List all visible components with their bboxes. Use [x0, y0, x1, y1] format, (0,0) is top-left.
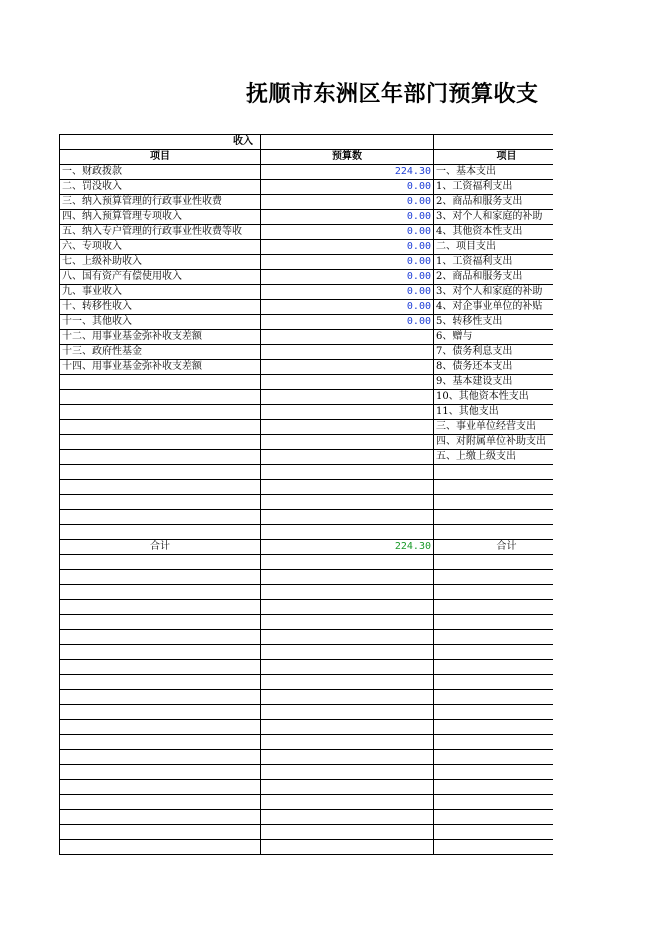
expense-item-cell[interactable]: 2、商品和服务支出	[434, 270, 554, 285]
income-item-cell[interactable]	[60, 420, 261, 435]
table-row	[60, 195, 554, 210]
empty-row	[60, 660, 554, 675]
empty-cell[interactable]	[261, 810, 434, 825]
empty-cell[interactable]	[434, 825, 554, 840]
expense-item-cell[interactable]: 5、转移性支出	[434, 315, 554, 330]
empty-row	[60, 735, 554, 750]
expense-item-cell[interactable]: 7、债务利息支出	[434, 345, 554, 360]
budget-amount-cell[interactable]: 0.00	[261, 210, 434, 225]
empty-cell[interactable]	[261, 840, 434, 855]
empty-cell[interactable]	[60, 525, 261, 540]
table-row	[60, 390, 554, 405]
empty-cell[interactable]	[434, 615, 554, 630]
empty-cell[interactable]	[60, 810, 261, 825]
total-amount-cell[interactable]: 224.30	[261, 540, 434, 555]
empty-cell[interactable]	[261, 750, 434, 765]
empty-cell[interactable]	[261, 705, 434, 720]
empty-cell[interactable]	[60, 465, 261, 480]
empty-row	[60, 555, 554, 570]
empty-cell[interactable]	[434, 750, 554, 765]
empty-row	[60, 780, 554, 795]
total-label-cell[interactable]: 合计	[60, 540, 261, 555]
budget-amount-cell[interactable]: 0.00	[261, 270, 434, 285]
table-row	[60, 225, 554, 240]
empty-cell[interactable]	[434, 780, 554, 795]
empty-cell[interactable]	[434, 690, 554, 705]
expense-header-cell	[434, 135, 554, 150]
table-row	[60, 330, 554, 345]
empty-cell[interactable]	[261, 795, 434, 810]
budget-amount-cell[interactable]: 0.00	[261, 300, 434, 315]
budget-table	[59, 134, 553, 855]
empty-cell[interactable]	[261, 690, 434, 705]
empty-cell[interactable]	[261, 495, 434, 510]
budget-amount-cell[interactable]: 224.30	[261, 165, 434, 180]
income-item-cell[interactable]: 四、纳入预算管理专项收入	[60, 210, 261, 225]
budget-amount-cell[interactable]: 0.00	[261, 195, 434, 210]
table-row	[60, 210, 554, 225]
empty-cell[interactable]	[60, 645, 261, 660]
empty-cell[interactable]	[60, 510, 261, 525]
budget-amount-cell[interactable]: 0.00	[261, 180, 434, 195]
budget-amount-cell[interactable]	[261, 390, 434, 405]
table-row	[60, 270, 554, 285]
empty-cell[interactable]	[434, 660, 554, 675]
table-row	[60, 285, 554, 300]
empty-cell[interactable]	[261, 600, 434, 615]
budget-amount-cell[interactable]: 0.00	[261, 315, 434, 330]
empty-cell[interactable]	[434, 465, 554, 480]
expense-item-cell[interactable]: 二、项目支出	[434, 240, 554, 255]
empty-row	[60, 720, 554, 735]
empty-row	[60, 615, 554, 630]
empty-cell[interactable]	[60, 705, 261, 720]
expense-item-cell[interactable]: 6、赠与	[434, 330, 554, 345]
budget-amount-cell[interactable]: 0.00	[261, 225, 434, 240]
empty-row	[60, 705, 554, 720]
expense-item-cell[interactable]: 10、其他资本性支出	[434, 390, 554, 405]
table-row	[60, 240, 554, 255]
empty-row	[60, 840, 554, 855]
income-item-cell[interactable]: 七、上级补助收入	[60, 255, 261, 270]
empty-cell[interactable]	[60, 585, 261, 600]
empty-cell[interactable]	[261, 465, 434, 480]
empty-cell[interactable]	[434, 570, 554, 585]
budget-amount-cell[interactable]	[261, 345, 434, 360]
empty-cell[interactable]	[60, 825, 261, 840]
empty-cell[interactable]	[434, 675, 554, 690]
income-item-cell[interactable]: 十三、政府性基金	[60, 345, 261, 360]
table-row	[60, 345, 554, 360]
expense-item-cell[interactable]: 三、事业单位经营支出	[434, 420, 554, 435]
income-label-left	[60, 135, 261, 150]
income-item-cell[interactable]: 十一、其他收入	[60, 315, 261, 330]
expense-item-cell[interactable]: 4、其他资本性支出	[434, 225, 554, 240]
empty-cell[interactable]	[434, 630, 554, 645]
budget-amount-cell[interactable]: 0.00	[261, 240, 434, 255]
expense-item-cell[interactable]: 9、基本建设支出	[434, 375, 554, 390]
total-label-exp-cell[interactable]: 合计	[434, 540, 554, 555]
budget-amount-cell[interactable]: 0.00	[261, 255, 434, 270]
empty-cell[interactable]	[261, 825, 434, 840]
table-row	[60, 165, 554, 180]
empty-cell[interactable]	[60, 750, 261, 765]
empty-row	[60, 675, 554, 690]
budget-amount-cell[interactable]	[261, 405, 434, 420]
empty-cell[interactable]	[261, 615, 434, 630]
income-item-cell[interactable]: 一、财政拨款	[60, 165, 261, 180]
empty-cell[interactable]	[434, 705, 554, 720]
empty-cell[interactable]	[60, 660, 261, 675]
empty-row	[60, 570, 554, 585]
income-item-cell[interactable]: 二、罚没收入	[60, 180, 261, 195]
empty-cell[interactable]	[261, 735, 434, 750]
empty-row	[60, 510, 554, 525]
col-item-exp-header: 项目	[434, 150, 554, 165]
empty-cell[interactable]	[60, 555, 261, 570]
empty-cell[interactable]	[60, 600, 261, 615]
empty-row	[60, 690, 554, 705]
empty-cell[interactable]	[60, 765, 261, 780]
income-item-cell[interactable]: 十、转移性收入	[60, 300, 261, 315]
empty-cell[interactable]	[60, 780, 261, 795]
budget-amount-cell[interactable]	[261, 450, 434, 465]
budget-sheet	[59, 134, 553, 858]
income-item-cell[interactable]: 三、纳入预算管理的行政事业性收费	[60, 195, 261, 210]
empty-row	[60, 795, 554, 810]
empty-cell[interactable]	[434, 600, 554, 615]
empty-cell[interactable]	[60, 795, 261, 810]
empty-cell[interactable]	[261, 765, 434, 780]
expense-item-cell[interactable]: 3、对个人和家庭的补助	[434, 285, 554, 300]
empty-cell[interactable]	[261, 660, 434, 675]
budget-amount-cell[interactable]	[261, 435, 434, 450]
empty-cell[interactable]	[434, 720, 554, 735]
expense-item-cell[interactable]: 五、上缴上级支出	[434, 450, 554, 465]
table-row	[60, 435, 554, 450]
income-item-cell[interactable]: 六、专项收入	[60, 240, 261, 255]
income-item-cell[interactable]	[60, 390, 261, 405]
table-row	[60, 450, 554, 465]
table-row	[60, 405, 554, 420]
empty-row	[60, 810, 554, 825]
income-item-cell[interactable]: 五、纳入专户管理的行政事业性收费等收	[60, 225, 261, 240]
col-budget-header: 预算数	[261, 150, 434, 165]
empty-cell[interactable]	[60, 690, 261, 705]
table-row	[60, 375, 554, 390]
empty-cell[interactable]	[261, 675, 434, 690]
expense-item-cell[interactable]: 1、工资福利支出	[434, 180, 554, 195]
total-row	[60, 540, 554, 555]
income-item-cell[interactable]: 十四、用事业基金弥补收支差额	[60, 360, 261, 375]
empty-cell[interactable]	[261, 570, 434, 585]
page-title: 抚顺市东洲区年部门预算收支	[246, 81, 539, 107]
col-item-header: 项目	[60, 150, 261, 165]
empty-row	[60, 765, 554, 780]
empty-cell[interactable]	[60, 570, 261, 585]
income-label: 收入	[233, 135, 406, 150]
expense-item-cell[interactable]: 2、商品和服务支出	[434, 195, 554, 210]
empty-row	[60, 525, 554, 540]
empty-cell[interactable]	[434, 645, 554, 660]
budget-amount-cell[interactable]	[261, 360, 434, 375]
table-row	[60, 420, 554, 435]
expense-item-cell[interactable]: 四、对附属单位补助支出	[434, 435, 554, 450]
table-row	[60, 255, 554, 270]
expense-item-cell[interactable]: 4、对企事业单位的补贴	[434, 300, 554, 315]
empty-cell[interactable]	[434, 795, 554, 810]
empty-cell[interactable]	[261, 780, 434, 795]
empty-cell[interactable]	[434, 510, 554, 525]
income-item-cell[interactable]: 十二、用事业基金弥补收支差额	[60, 330, 261, 345]
empty-cell[interactable]	[434, 765, 554, 780]
empty-cell[interactable]	[434, 840, 554, 855]
empty-cell[interactable]	[60, 735, 261, 750]
income-header-row	[60, 135, 554, 150]
empty-row	[60, 825, 554, 840]
empty-row	[60, 465, 554, 480]
empty-cell[interactable]	[60, 675, 261, 690]
budget-amount-cell[interactable]	[261, 420, 434, 435]
table-row	[60, 300, 554, 315]
expense-item-cell[interactable]: 8、债务还本支出	[434, 360, 554, 375]
empty-row	[60, 495, 554, 510]
budget-amount-cell[interactable]: 0.00	[261, 285, 434, 300]
income-item-cell[interactable]	[60, 375, 261, 390]
empty-cell[interactable]	[60, 495, 261, 510]
empty-cell[interactable]	[261, 720, 434, 735]
expense-item-cell[interactable]: 一、基本支出	[434, 165, 554, 180]
table-row	[60, 315, 554, 330]
empty-row	[60, 645, 554, 660]
income-item-cell[interactable]: 八、国有资产有偿使用收入	[60, 270, 261, 285]
empty-cell[interactable]	[434, 585, 554, 600]
empty-row	[60, 600, 554, 615]
empty-cell[interactable]	[434, 525, 554, 540]
empty-row	[60, 750, 554, 765]
income-item-cell[interactable]	[60, 450, 261, 465]
empty-cell[interactable]	[434, 495, 554, 510]
budget-amount-cell[interactable]	[261, 375, 434, 390]
empty-cell[interactable]	[60, 480, 261, 495]
income-item-cell[interactable]: 九、事业收入	[60, 285, 261, 300]
empty-cell[interactable]	[60, 615, 261, 630]
empty-row	[60, 480, 554, 495]
expense-item-cell[interactable]: 3、对个人和家庭的补助	[434, 210, 554, 225]
expense-item-cell[interactable]: 11、其他支出	[434, 405, 554, 420]
table-row	[60, 180, 554, 195]
empty-row	[60, 585, 554, 600]
empty-cell[interactable]	[60, 720, 261, 735]
empty-cell[interactable]	[261, 525, 434, 540]
empty-cell[interactable]	[434, 810, 554, 825]
empty-cell[interactable]	[261, 630, 434, 645]
empty-cell[interactable]	[261, 585, 434, 600]
table-row	[60, 360, 554, 375]
empty-cell[interactable]	[434, 555, 554, 570]
empty-cell[interactable]	[434, 480, 554, 495]
empty-row	[60, 630, 554, 645]
empty-cell[interactable]	[261, 480, 434, 495]
empty-cell[interactable]	[261, 555, 434, 570]
column-header-row	[60, 150, 554, 165]
empty-cell[interactable]	[60, 630, 261, 645]
empty-cell[interactable]	[261, 645, 434, 660]
empty-cell[interactable]	[261, 510, 434, 525]
empty-cell[interactable]	[434, 735, 554, 750]
income-item-cell[interactable]	[60, 405, 261, 420]
budget-amount-cell[interactable]	[261, 330, 434, 345]
empty-cell[interactable]	[60, 840, 261, 855]
income-item-cell[interactable]	[60, 435, 261, 450]
expense-item-cell[interactable]: 1、工资福利支出	[434, 255, 554, 270]
